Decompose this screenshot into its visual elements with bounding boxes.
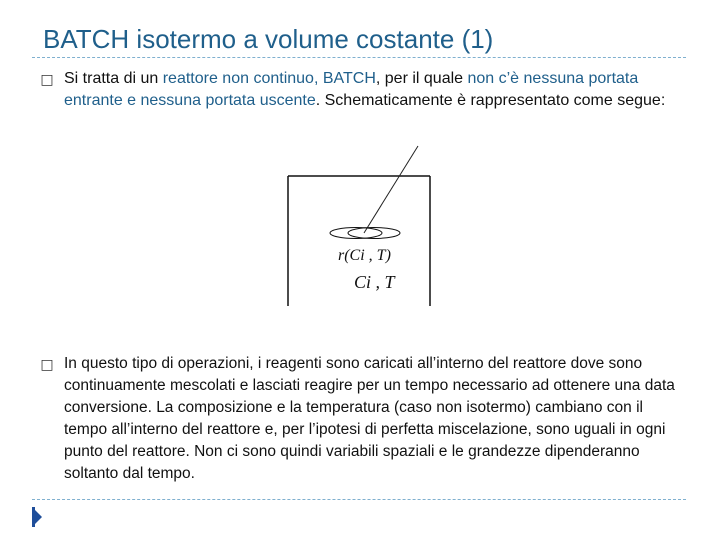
bullet1-text-a: Si tratta di un — [64, 70, 163, 87]
bullet1-highlight-flow: non c’è nessuna portata entrante e nessuna portata uscente — [64, 70, 639, 109]
reactor-svg — [280, 140, 440, 310]
title-divider — [32, 57, 686, 58]
bullet1-text-c: . Schematicamente è rappresentato come segue: — [315, 92, 666, 109]
box-bullet-icon: □ — [40, 357, 54, 373]
footer-divider — [32, 499, 686, 500]
batch-reactor-diagram — [280, 140, 440, 310]
page-title: BATCH isotermo a volume costante (1) — [43, 24, 494, 54]
bullet-text-2: In questo tipo di operazioni, i reagenti sono caricati all’interno del reattore dove sono continuamente mescolati e lasciati reagire per un tempo necessario ad ottenere una data conversione. La composizione e la temperatura (caso non isotermo) cambiano con il tempo all’interno del reattore e, per l’ipotesi di perfetta miscelazione, sono uguali in ogni punto del reattore. Non ci sono quindi variabili spaziali e le grandezze dipenderanno soltanto dal tempo. — [64, 355, 675, 482]
bullet1-highlight-reactor: reattore non continuo, BATCH — [162, 70, 376, 87]
box-bullet-icon: □ — [40, 72, 54, 88]
navigation-marker-icon — [32, 507, 42, 527]
state-label: Ci , T — [354, 272, 395, 292]
bullet-text-1 — [64, 68, 690, 134]
stirrer-shaft — [364, 146, 418, 233]
bullet1-text-b: , per il quale — [375, 70, 468, 87]
rate-label: r(Ci , T) — [338, 247, 391, 264]
